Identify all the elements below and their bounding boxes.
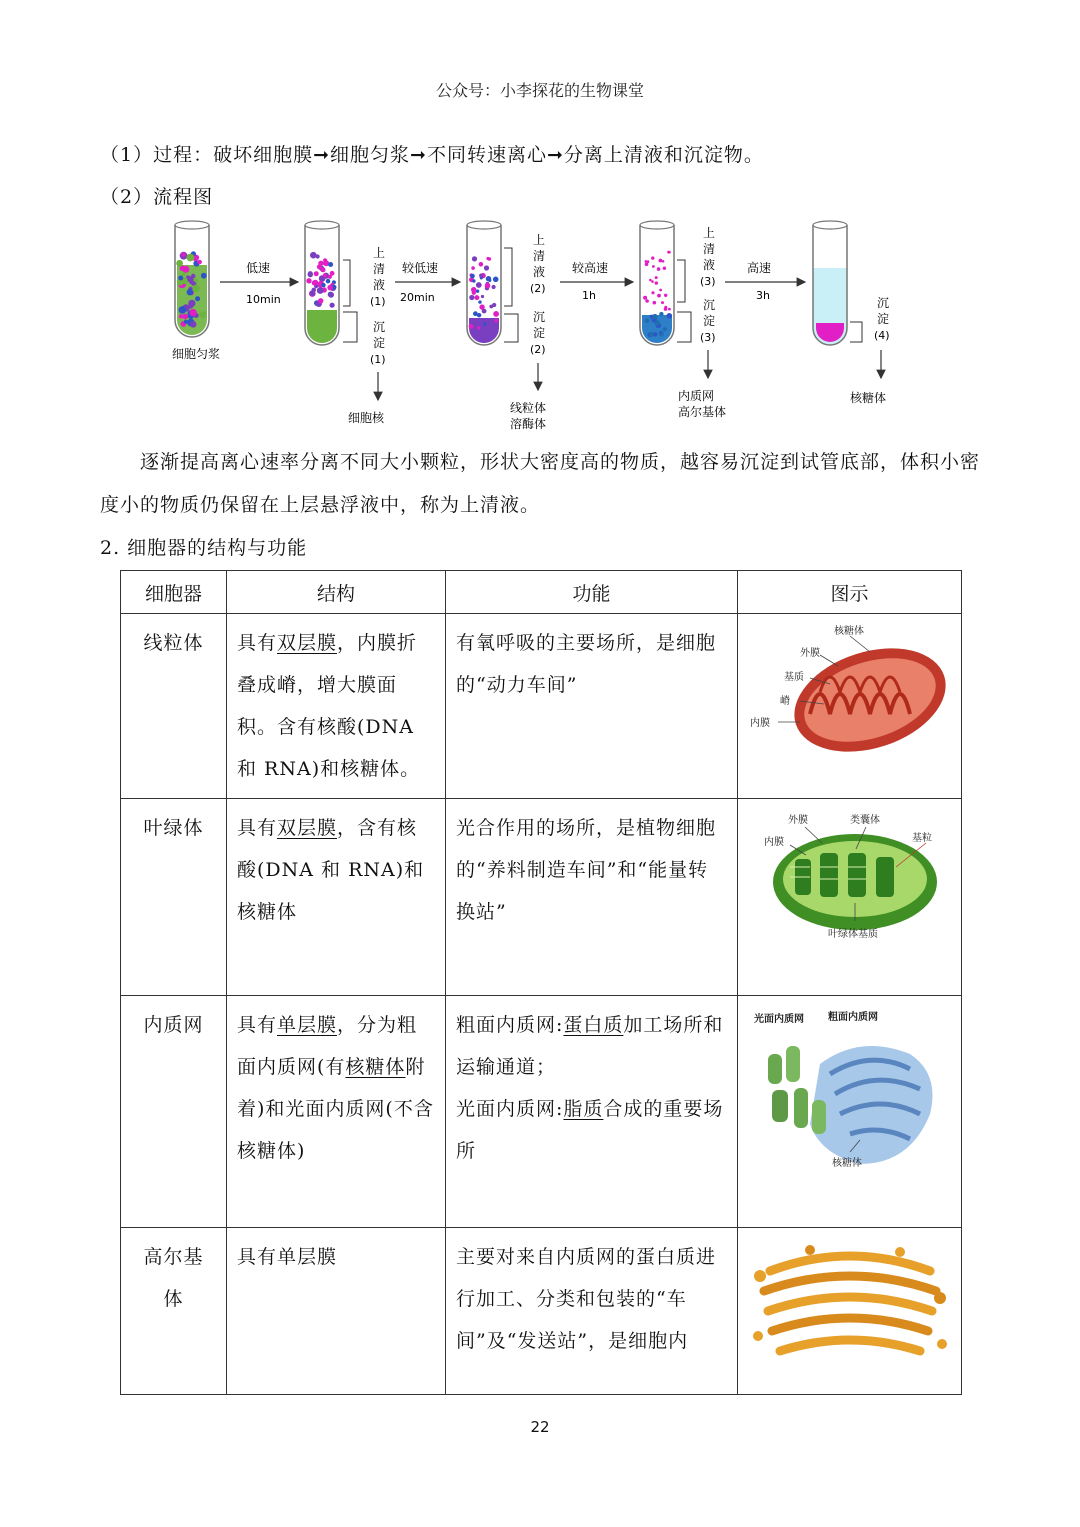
particle-dot [649, 279, 652, 282]
speed-label: 低速 [246, 261, 271, 275]
structure-text: 具有单层膜 [237, 1246, 338, 1268]
particle-dot [486, 276, 491, 281]
process-line [100, 140, 764, 167]
structure-text: 具有 [237, 632, 278, 654]
particle-dot [668, 251, 671, 254]
particle-dot [645, 299, 649, 303]
particle-dot [488, 257, 492, 261]
particle-dot [474, 295, 479, 300]
figure-label: 粗面内质网 [827, 1012, 878, 1023]
particle-dot [645, 318, 650, 323]
particle-dot [664, 306, 667, 309]
particle-dot [659, 312, 663, 316]
sediment-char: 淀 [373, 336, 386, 350]
figure-label: 基粒 [911, 833, 932, 844]
table-row [121, 614, 962, 799]
supernatant-char: 液 [703, 258, 716, 272]
particle-dot [469, 324, 474, 329]
time-label: 3h [756, 289, 770, 302]
particle-dot [200, 311, 207, 318]
particle-dot [189, 309, 196, 316]
sediment-num: (2) [530, 343, 546, 356]
supernatant-num: (2) [530, 282, 546, 295]
particle-dot [323, 258, 327, 262]
arrow-icon: ➞ [546, 144, 564, 166]
function-text: 加工场所和运输通道； [456, 1014, 724, 1078]
particle-dot [310, 252, 317, 259]
particle-dot [318, 261, 323, 266]
particle-dot [323, 273, 327, 277]
time-label: 1h [582, 289, 596, 302]
supernatant-char: 清 [533, 249, 546, 263]
figure-label: 内膜 [749, 718, 770, 729]
particle-dot [330, 271, 335, 276]
particle-dot [651, 256, 654, 259]
tube-5 [813, 221, 847, 345]
particle-dot [326, 279, 331, 284]
organelle-name: 线粒体 [143, 632, 204, 654]
particle-dot [328, 262, 333, 267]
result-label: 内质网 [678, 389, 715, 403]
particle-dot [652, 265, 655, 268]
particle-dot [182, 266, 189, 273]
golgi-apparatus-illustration [750, 1236, 950, 1371]
supernatant-char: 上 [373, 246, 386, 260]
supernatant-char: 上 [533, 233, 546, 247]
figure-label: 叶绿体基质 [827, 929, 878, 940]
figure-label: 核糖体 [831, 1158, 862, 1169]
table-header-row [121, 571, 962, 614]
flow-title: （2）流程图 [100, 186, 214, 208]
structure-text: 具有 [237, 1014, 278, 1036]
particle-dot [659, 289, 662, 292]
supernatant-char: 清 [703, 242, 716, 256]
speed-label: 较低速 [402, 261, 439, 275]
chloroplast-illustration [750, 807, 950, 947]
particle-dot [472, 256, 477, 261]
column-header: 图示 [738, 571, 962, 614]
particle-dot [655, 281, 658, 284]
column-header: 结构 [227, 571, 446, 614]
supernatant-char: 液 [533, 265, 546, 279]
particle-dot [483, 322, 486, 325]
endoplasmic-reticulum-illustration [750, 1004, 950, 1179]
particle-dot [179, 314, 183, 318]
particle-dot [493, 277, 499, 283]
particle-dot [659, 259, 663, 263]
centrifugation-flow-diagram [150, 210, 910, 440]
sediment-char: 沉 [703, 298, 716, 312]
supernatant-num: (3) [700, 275, 716, 288]
organelle-name: 高尔基体 [143, 1246, 204, 1310]
particle-dot [663, 267, 666, 270]
particle-dot [471, 266, 475, 270]
particle-dot [191, 281, 195, 285]
function-text: 光合作用的场所，是植物细胞的“养料制造车间”和“能量转换站” [456, 817, 717, 923]
time-label: 10min [246, 293, 281, 306]
sediment-num: (1) [370, 353, 386, 366]
particle-dot [192, 285, 200, 293]
table-row [121, 1228, 962, 1395]
particle-dot [469, 295, 474, 300]
particle-dot [485, 283, 491, 289]
particle-dot [662, 260, 665, 263]
figure-label: 类囊体 [849, 815, 880, 826]
time-label: 20min [400, 291, 435, 304]
particle-dot [472, 279, 475, 282]
particle-dot [664, 294, 667, 297]
particle-dot [653, 301, 657, 305]
process-label: （1）过程： [100, 144, 214, 166]
particle-dot [484, 265, 489, 270]
particle-dot [657, 294, 661, 298]
particle-dot [182, 272, 186, 276]
table-row [121, 799, 962, 996]
particle-dot [190, 321, 197, 328]
process-step: 不同转速离心 [426, 144, 547, 166]
sediment-char: 淀 [703, 314, 716, 328]
result-label: 核糖体 [850, 391, 887, 405]
tube-1 [175, 221, 209, 337]
structure-keyword: 双层膜 [277, 817, 338, 839]
structure-text: ，含有核酸(DNA 和 RNA)和核糖体 [237, 817, 425, 923]
table-row [121, 996, 962, 1228]
figure-label: 核糖体 [833, 626, 864, 637]
column-header: 细胞器 [121, 571, 227, 614]
function-keyword: 蛋白质 [563, 1014, 624, 1036]
particle-dot [477, 326, 480, 329]
particle-dot [178, 276, 183, 281]
particle-dot [481, 295, 484, 298]
particle-dot [328, 292, 334, 298]
particle-dot [649, 332, 654, 337]
particle-dot [475, 323, 479, 327]
particle-dot [476, 290, 479, 293]
speed-label: 高速 [747, 261, 772, 275]
homogenate-label: 细胞匀浆 [172, 347, 221, 361]
particle-dot [310, 291, 316, 297]
particle-dot [482, 309, 487, 314]
supernatant-num: (1) [370, 295, 386, 308]
particle-dot [314, 271, 319, 276]
particle-dot [661, 301, 664, 304]
tube-3 [467, 221, 501, 345]
particle-dot [492, 285, 496, 289]
result-label: 溶酶体 [510, 417, 547, 431]
structure-keyword: 单层膜 [277, 1014, 338, 1036]
process-step: 破坏细胞膜 [213, 144, 314, 166]
particle-dot [308, 271, 313, 276]
supernatant-char: 清 [373, 262, 386, 276]
figure-label: 光面内质网 [753, 1014, 804, 1025]
particle-dot [187, 289, 194, 296]
function-text: 主要对来自内质网的蛋白质进行加工、分类和包装的“车间”及“发送站”，是细胞内 [456, 1246, 717, 1352]
particle-dot [479, 274, 483, 278]
structure-keyword: 核糖体 [345, 1056, 406, 1078]
particle-dot [645, 263, 649, 267]
structure-cell [227, 996, 445, 1180]
figure-label: 外膜 [799, 648, 820, 659]
result-label: 细胞核 [348, 411, 385, 425]
particle-dot [179, 306, 187, 314]
speed-label: 较高速 [572, 261, 609, 275]
particle-dot [317, 287, 324, 294]
structure-text: ，内膜折叠成嵴，增大膜面积。含有核酸(DNA 和 RNA)和核糖体。 [237, 632, 421, 780]
sediment-char: 淀 [533, 326, 546, 340]
particle-dot [476, 282, 482, 288]
function-text: 粗面内质网: [456, 1014, 564, 1036]
particle-dot [188, 300, 195, 307]
particle-dot [663, 327, 667, 331]
function-cell [446, 996, 737, 1180]
particle-dot [176, 260, 183, 267]
structure-text: 具有 [237, 817, 278, 839]
sediment-char: 沉 [877, 296, 890, 310]
mitochondrion-illustration [750, 622, 950, 757]
particle-dot [330, 303, 335, 308]
structure-text: ，分为粗面内质网(有 [237, 1014, 418, 1078]
function-text: 光面内质网: [456, 1098, 564, 1120]
arrow-icon: ➞ [313, 144, 331, 166]
particle-dot [312, 280, 318, 286]
result-label: 线粒体 [510, 401, 547, 415]
particle-dot [318, 298, 323, 303]
organelle-name: 叶绿体 [143, 817, 204, 839]
particle-dot [667, 313, 673, 319]
particle-dot [187, 254, 195, 262]
particle-dot [655, 320, 661, 326]
process-step: 细胞匀浆 [330, 144, 411, 166]
organelle-name: 内质网 [143, 1014, 204, 1036]
particle-dot [494, 319, 498, 323]
figure-label: 基质 [783, 672, 804, 683]
supernatant-char: 液 [373, 278, 386, 292]
particle-dot [321, 267, 326, 272]
figure-label: 内膜 [763, 837, 784, 848]
particle-dot [181, 253, 185, 257]
particle-dot [645, 260, 648, 263]
column-header: 功能 [446, 571, 738, 614]
particle-dot [659, 332, 663, 336]
page-number: 22 [530, 1418, 550, 1436]
sediment-char: 沉 [373, 320, 386, 334]
particle-dot [479, 262, 484, 267]
particle-dot [478, 300, 481, 303]
page-header: 公众号：小李探花的生物课堂 [435, 81, 644, 100]
structure-cell [227, 799, 445, 941]
result-label: 高尔基体 [678, 405, 727, 419]
structure-keyword: 双层膜 [277, 632, 338, 654]
particle-dot [321, 283, 325, 287]
particle-dot [473, 311, 478, 316]
function-text: 合成的重要场所 [456, 1098, 724, 1162]
summary-paragraph: 逐渐提高离心速率分离不同大小颗粒，形状大密度高的物质，越容易沉淀到试管底部，体积小密度小的物质仍保留在上层悬浮液中，称为上清液。 [100, 451, 981, 516]
particle-dot [471, 287, 476, 292]
particle-dot [657, 267, 661, 271]
particle-dot [327, 285, 333, 291]
supernatant-char: 上 [703, 226, 716, 240]
particle-dot [652, 314, 657, 319]
tube-2 [305, 221, 339, 345]
particle-dot [668, 308, 671, 311]
tube-4 [640, 221, 674, 345]
section-title: 2. 细胞器的结构与功能 [100, 537, 308, 559]
figure-label: 外膜 [787, 815, 808, 826]
sediment-char: 沉 [533, 310, 546, 324]
function-text: 有氧呼吸的主要场所，是细胞的“动力车间” [456, 632, 717, 696]
particle-dot [489, 305, 493, 309]
particle-dot [201, 273, 207, 279]
particle-dot [651, 291, 654, 294]
function-keyword: 脂质 [563, 1098, 604, 1120]
particle-dot [643, 296, 647, 300]
particle-dot [493, 311, 499, 317]
process-step: 分离上清液和沉淀物。 [563, 144, 764, 166]
structure-text: 附着)和光面内质网(不含核糖体) [237, 1056, 434, 1162]
sediment-num: (3) [700, 331, 716, 344]
figure-label: 嵴 [779, 696, 790, 707]
sediment-char: 淀 [877, 312, 890, 326]
particle-dot [306, 278, 311, 283]
structure-cell [227, 614, 445, 798]
particle-dot [655, 276, 658, 279]
particle-dot [197, 260, 202, 265]
particle-dot [470, 274, 475, 279]
arrow-icon: ➞ [410, 144, 427, 166]
particle-dot [195, 296, 200, 301]
organelle-table [120, 570, 962, 1395]
particle-dot [651, 280, 654, 283]
sediment-num: (4) [874, 329, 890, 342]
